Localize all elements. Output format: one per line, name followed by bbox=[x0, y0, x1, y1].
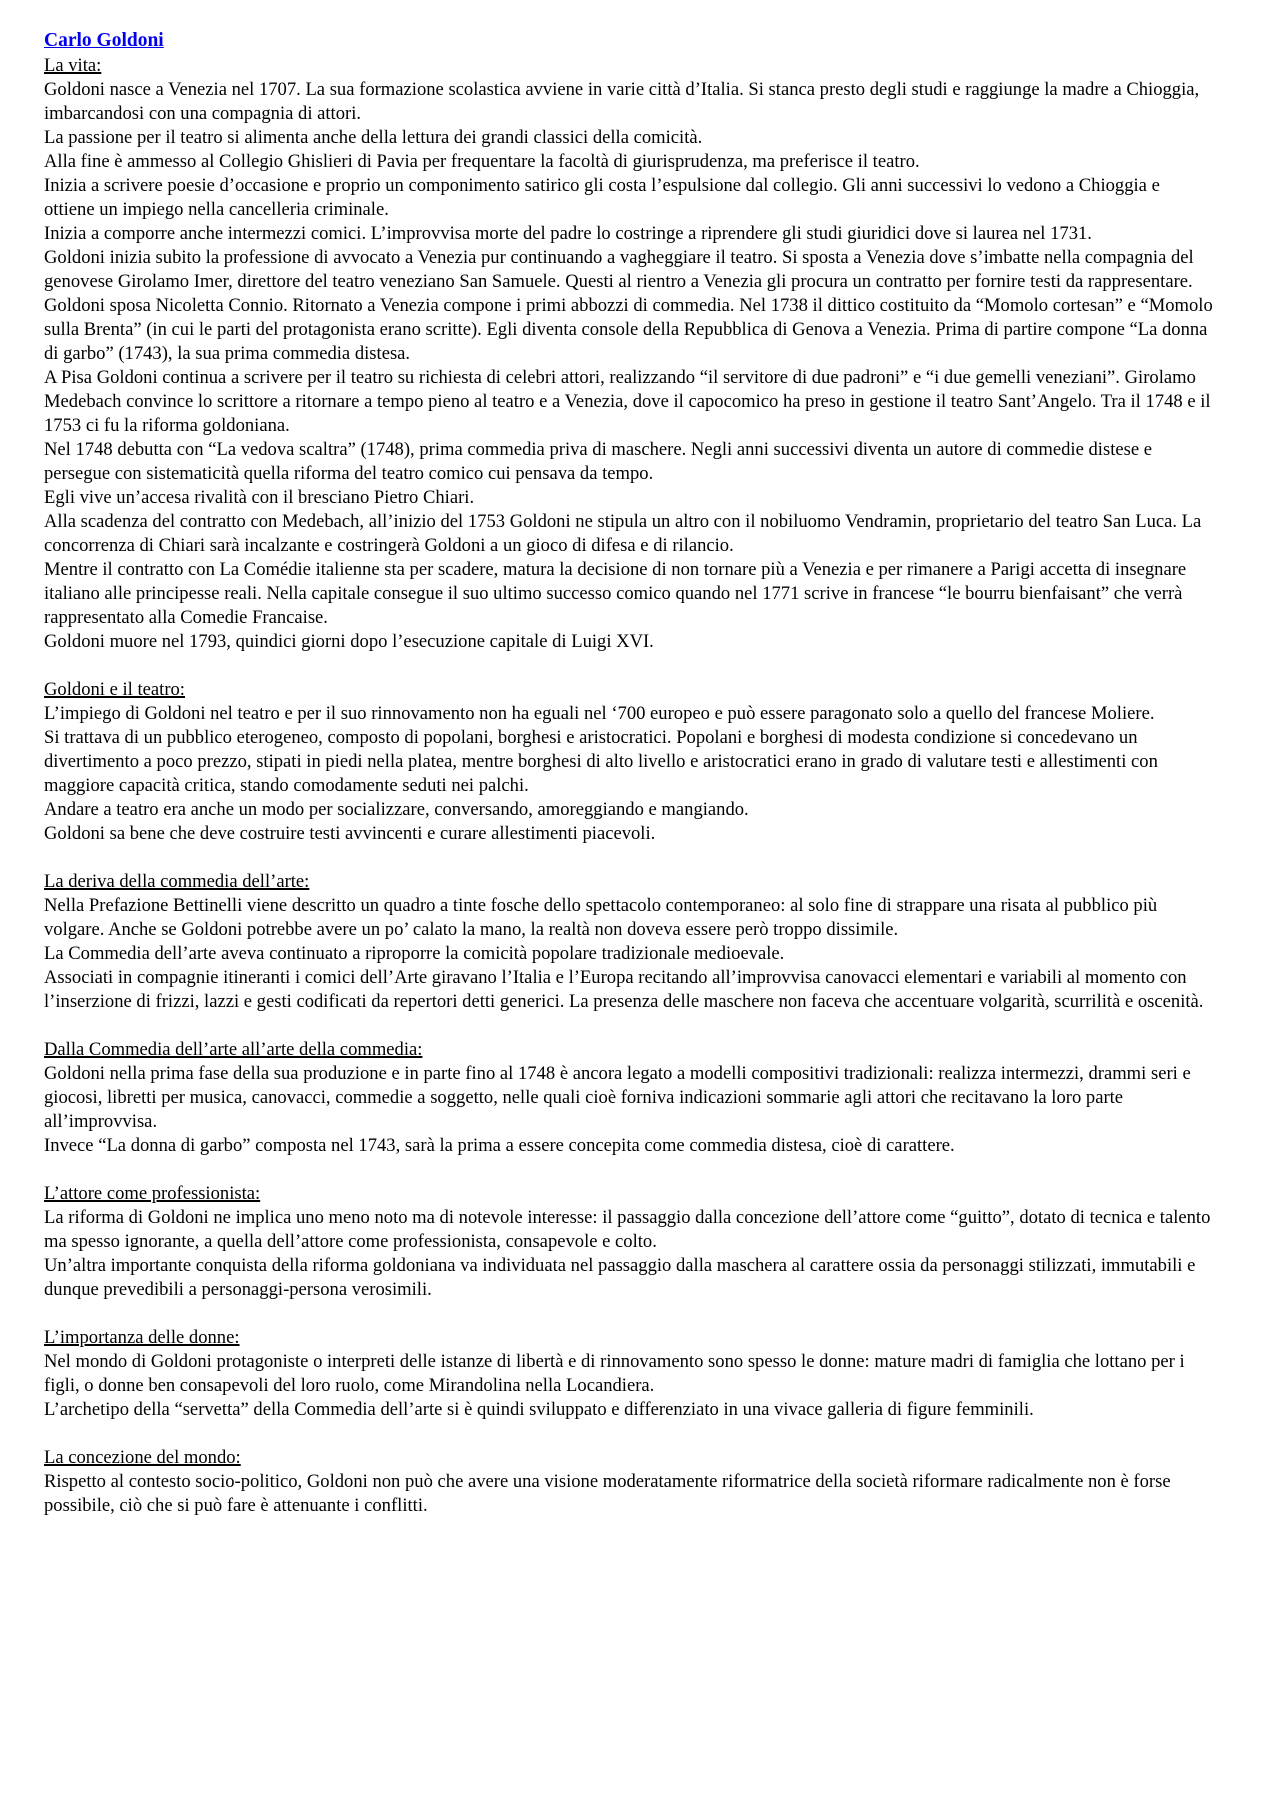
document-section bbox=[44, 678, 1214, 846]
paragraph: L’impiego di Goldoni nel teatro e per il suo rinnovamento non ha eguali nel ‘700 europeo e può essere paragonato solo a quello del francese Moliere. bbox=[44, 703, 1155, 724]
section-heading: La deriva della commedia dell’arte: bbox=[44, 871, 310, 892]
paragraph: Nel 1748 debutta con “La vedova scaltra” (1748), prima commedia priva di maschere. Negli anni successivi diventa un autore di commedie distese e persegue con sistematicità quella riforma del teatro comico cui pensava da tempo. bbox=[44, 439, 1153, 484]
paragraph: Nella Prefazione Bettinelli viene descritto un quadro a tinte fosche dello spettacolo contemporaneo: al solo fine di strappare una risata al pubblico più volgare. Anche se Goldoni potrebbe avere un po’ calato la mano, la realtà non doveva essere però troppo dissimile. bbox=[44, 895, 1158, 940]
paragraph: Nel mondo di Goldoni protagoniste o interpreti delle istanze di libertà e di rinnovamento sono spesso le donne: mature madri di famiglia che lottano per i figli, o donne ben consapevoli del loro ruolo, come Mirandolina nella Locandiera. bbox=[44, 1351, 1185, 1396]
document-page bbox=[44, 28, 1214, 1518]
section-heading: L’importanza delle donne: bbox=[44, 1327, 240, 1348]
document-section bbox=[44, 870, 1214, 1014]
paragraph: Alla fine è ammesso al Collegio Ghislieri di Pavia per frequentare la facoltà di giurisprudenza, ma preferisce il teatro. bbox=[44, 151, 920, 172]
paragraph: Inizia a scrivere poesie d’occasione e proprio un componimento satirico gli costa l’espulsione dal collegio. Gli anni successivi lo vedono a Chioggia e ottiene un impiego nella cancelleria criminale. bbox=[44, 175, 1160, 220]
section-heading: L’attore come professionista: bbox=[44, 1183, 261, 1204]
paragraph: La passione per il teatro si alimenta anche della lettura dei grandi classici della comicità. bbox=[44, 127, 703, 148]
paragraph: La riforma di Goldoni ne implica uno meno noto ma di notevole interesse: il passaggio dalla concezione dell’attore come “guitto”, dotato di tecnica e talento ma spesso ignorante, a quella dell’attore come professionista, consapevole e colto. bbox=[44, 1207, 1211, 1252]
paragraph: Egli vive un’accesa rivalità con il bresciano Pietro Chiari. bbox=[44, 487, 475, 508]
document-title-link[interactable]: Carlo Goldoni bbox=[44, 30, 164, 51]
paragraph: Goldoni nasce a Venezia nel 1707. La sua formazione scolastica avviene in varie città d’Italia. Si stanca presto degli studi e raggiunge la madre a Chioggia, imbarcandosi con una compagnia di attori. bbox=[44, 79, 1200, 124]
paragraph: Goldoni nella prima fase della sua produzione e in parte fino al 1748 è ancora legato a modelli compositivi tradizionali: realizza intermezzi, drammi seri e giocosi, libretti per musica, canovacci, commedie a soggetto, nelle quali cioè forniva indicazioni sommarie agli attori che recitavano la loro parte all’improvvisa. bbox=[44, 1063, 1191, 1132]
paragraph: Rispetto al contesto socio-politico, Goldoni non può che avere una visione moderatamente riformatrice della società riformare radicalmente non è forse possibile, ciò che si può fare è attenuante i conflitti. bbox=[44, 1471, 1171, 1516]
paragraph: Goldoni inizia subito la professione di avvocato a Venezia pur continuando a vagheggiare il teatro. Si sposta a Venezia dove s’imbatte nella compagnia del genovese Girolamo Imer, direttore del teatro veneziano San Samuele. Questi al rientro a Venezia gli procura un contratto per fornire testi da rappresentare. bbox=[44, 247, 1194, 292]
paragraph: Goldoni sposa Nicoletta Connio. Ritornato a Venezia compone i primi abbozzi di commedia. Nel 1738 il dittico costituito da “Momolo cortesan” e “Momolo sulla Brenta” (in cui le parti del protagonista erano scritte). Egli diventa console della Repubblica di Genova a Venezia. Prima di partire compone “La donna di garbo” (1743), la sua prima commedia distesa. bbox=[44, 295, 1213, 364]
document-section bbox=[44, 1446, 1214, 1518]
paragraph: Alla scadenza del contratto con Medebach, all’inizio del 1753 Goldoni ne stipula un altro con il nobiluomo Vendramin, proprietario del teatro San Luca. La concorrenza di Chiari sarà incalzante e costringerà Goldoni a un gioco di difesa e di rilancio. bbox=[44, 511, 1202, 556]
paragraph: Goldoni sa bene che deve costruire testi avvincenti e curare allestimenti piacevoli. bbox=[44, 823, 656, 844]
section-heading: La concezione del mondo: bbox=[44, 1447, 241, 1468]
paragraph: L’archetipo della “servetta” della Commedia dell’arte si è quindi sviluppato e differenziato in una vivace galleria di figure femminili. bbox=[44, 1399, 1034, 1420]
paragraph: Andare a teatro era anche un modo per socializzare, conversando, amoreggiando e mangiando. bbox=[44, 799, 749, 820]
document-section bbox=[44, 1182, 1214, 1302]
paragraph: Invece “La donna di garbo” composta nel 1743, sarà la prima a essere concepita come commedia distesa, cioè di carattere. bbox=[44, 1135, 955, 1156]
paragraph: Mentre il contratto con La Comédie italienne sta per scadere, matura la decisione di non tornare più a Venezia e per rimanere a Parigi accetta di insegnare italiano alle principesse reali. Nella capitale consegue il suo ultimo successo comico quando nel 1771 scrive in francese “le bourru bienfaisant” che verrà rappresentato alla Comedie Francaise. bbox=[44, 559, 1187, 628]
paragraph: Goldoni muore nel 1793, quindici giorni dopo l’esecuzione capitale di Luigi XVI. bbox=[44, 631, 654, 652]
paragraph: Si trattava di un pubblico eterogeneo, composto di popolani, borghesi e aristocratici. Popolani e borghesi di modesta condizione si concedevano un divertimento a poco prezzo, stipati in piedi nella platea, mentre borghesi di alto livello e aristocratici erano in grado di valutare testi e allestimenti con maggiore capacità critica, stando comodamente seduti nei palchi. bbox=[44, 727, 1158, 796]
section-heading: Goldoni e il teatro: bbox=[44, 679, 185, 700]
paragraph: A Pisa Goldoni continua a scrivere per il teatro su richiesta di celebri attori, realizzando “il servitore di due padroni” e “i due gemelli veneziani”. Girolamo Medebach convince lo scrittore a ritornare a tempo pieno al teatro e a Venezia, dove il capocomico ha preso in gestione il teatro Sant’Angelo. Tra il 1748 e il 1753 ci fu la riforma goldoniana. bbox=[44, 367, 1211, 436]
document-section bbox=[44, 1038, 1214, 1158]
document-body bbox=[44, 54, 1214, 1518]
paragraph: La Commedia dell’arte aveva continuato a riproporre la comicità popolare tradizionale medioevale. bbox=[44, 943, 785, 964]
paragraph: Inizia a comporre anche intermezzi comici. L’improvvisa morte del padre lo costringe a riprendere gli studi giuridici dove si laurea nel 1731. bbox=[44, 223, 1092, 244]
document-section bbox=[44, 54, 1214, 654]
section-heading: La vita: bbox=[44, 55, 102, 76]
section-heading: Dalla Commedia dell’arte all’arte della commedia: bbox=[44, 1039, 423, 1060]
document-section bbox=[44, 1326, 1214, 1422]
paragraph: Associati in compagnie itineranti i comici dell’Arte giravano l’Italia e l’Europa recitando all’improvvisa canovacci elementari e variabili al momento con l’inserzione di frizzi, lazzi e gesti codificati da repertori detti generici. La presenza delle maschere non faceva che accentuare volgarità, scurrilità e oscenità. bbox=[44, 967, 1204, 1012]
paragraph: Un’altra importante conquista della riforma goldoniana va individuata nel passaggio dalla maschera al carattere ossia da personaggi stilizzati, immutabili e dunque prevedibili a personaggi-persona verosimili. bbox=[44, 1255, 1196, 1300]
